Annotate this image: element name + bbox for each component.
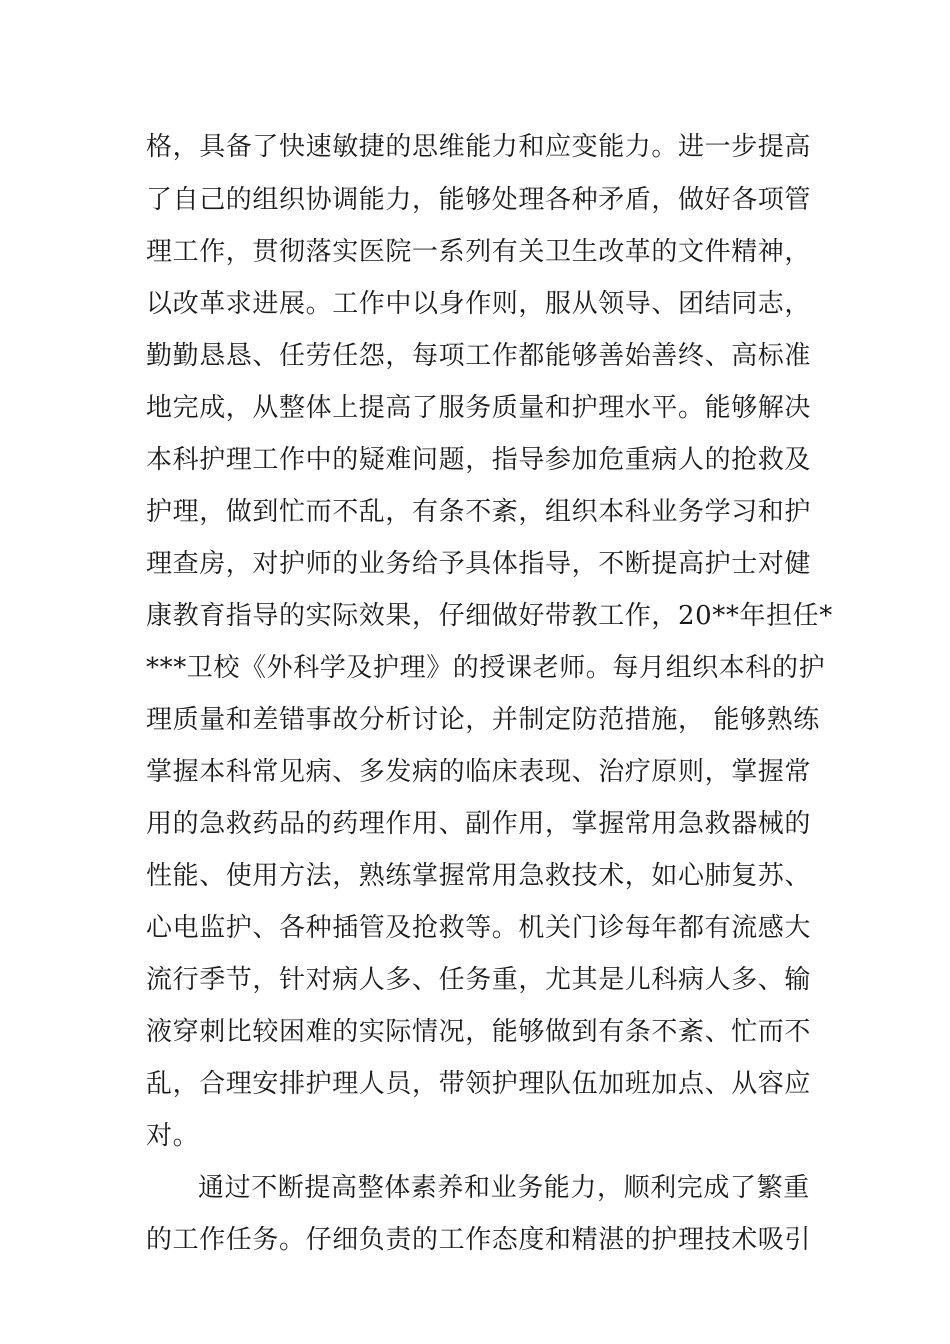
text-line: 液穿刺比较困难的实际情况，能够做到有条不紊、忙而不 [146,1017,812,1047]
text-line: 护理，做到忙而不乱，有条不紊，组织本科业务学习和护 [146,497,812,527]
text-line: 本科护理工作中的疑难问题，指导参加危重病人的抢救及 [146,445,812,475]
text-line: 理工作，贯彻落实医院一系列有关卫生改革的文件精神， [146,237,812,267]
text-line: 以改革求进展。工作中以身作则，服从领导、团结同志， [146,289,812,319]
text-line: 理质量和差错事故分析讨论，并制定防范措施， 能够熟练 [146,705,820,735]
text-line: ***卫校《外科学及护理》的授课老师。每月组织本科的护 [146,653,826,683]
text-line: 的工作任务。仔细负责的工作态度和精湛的护理技术吸引 [146,1225,812,1255]
text-line: 掌握本科常见病、多发病的临床表现、治疗原则，掌握常 [146,757,812,787]
text-line: 格，具备了快速敏捷的思维能力和应变能力。进一步提高 [146,132,812,162]
text-line: 理查房，对护师的业务给予具体指导，不断提高护士对健 [146,549,812,579]
text-line: 勤勤恳恳、任劳任怨，每项工作都能够善始善终、高标准 [146,341,812,371]
text-line: 流行季节，针对病人多、任务重，尤其是儿科病人多、输 [146,965,812,995]
text-line: 用的急救药品的药理作用、副作用，掌握常用急救器械的 [146,809,812,839]
text-line: 心电监护、各种插管及抢救等。机关门诊每年都有流感大 [146,913,812,943]
text-line: 地完成，从整体上提高了服务质量和护理水平。能够解决 [146,393,812,423]
paragraph-first-line: 通过不断提高整体素养和业务能力，顺利完成了繁重 [198,1173,810,1203]
text-line: 对。 [146,1121,200,1151]
text-line: 乱，合理安排护理人员，带领护理队伍加班加点、从容应 [146,1069,812,1099]
text-line: 康教育指导的实际效果，仔细做好带教工作，20**年担任* [146,601,833,631]
text-line: 性能、使用方法，熟练掌握常用急救技术，如心肺复苏、 [146,861,812,891]
text-line: 了自己的组织协调能力，能够处理各种矛盾，做好各项管 [146,185,812,215]
